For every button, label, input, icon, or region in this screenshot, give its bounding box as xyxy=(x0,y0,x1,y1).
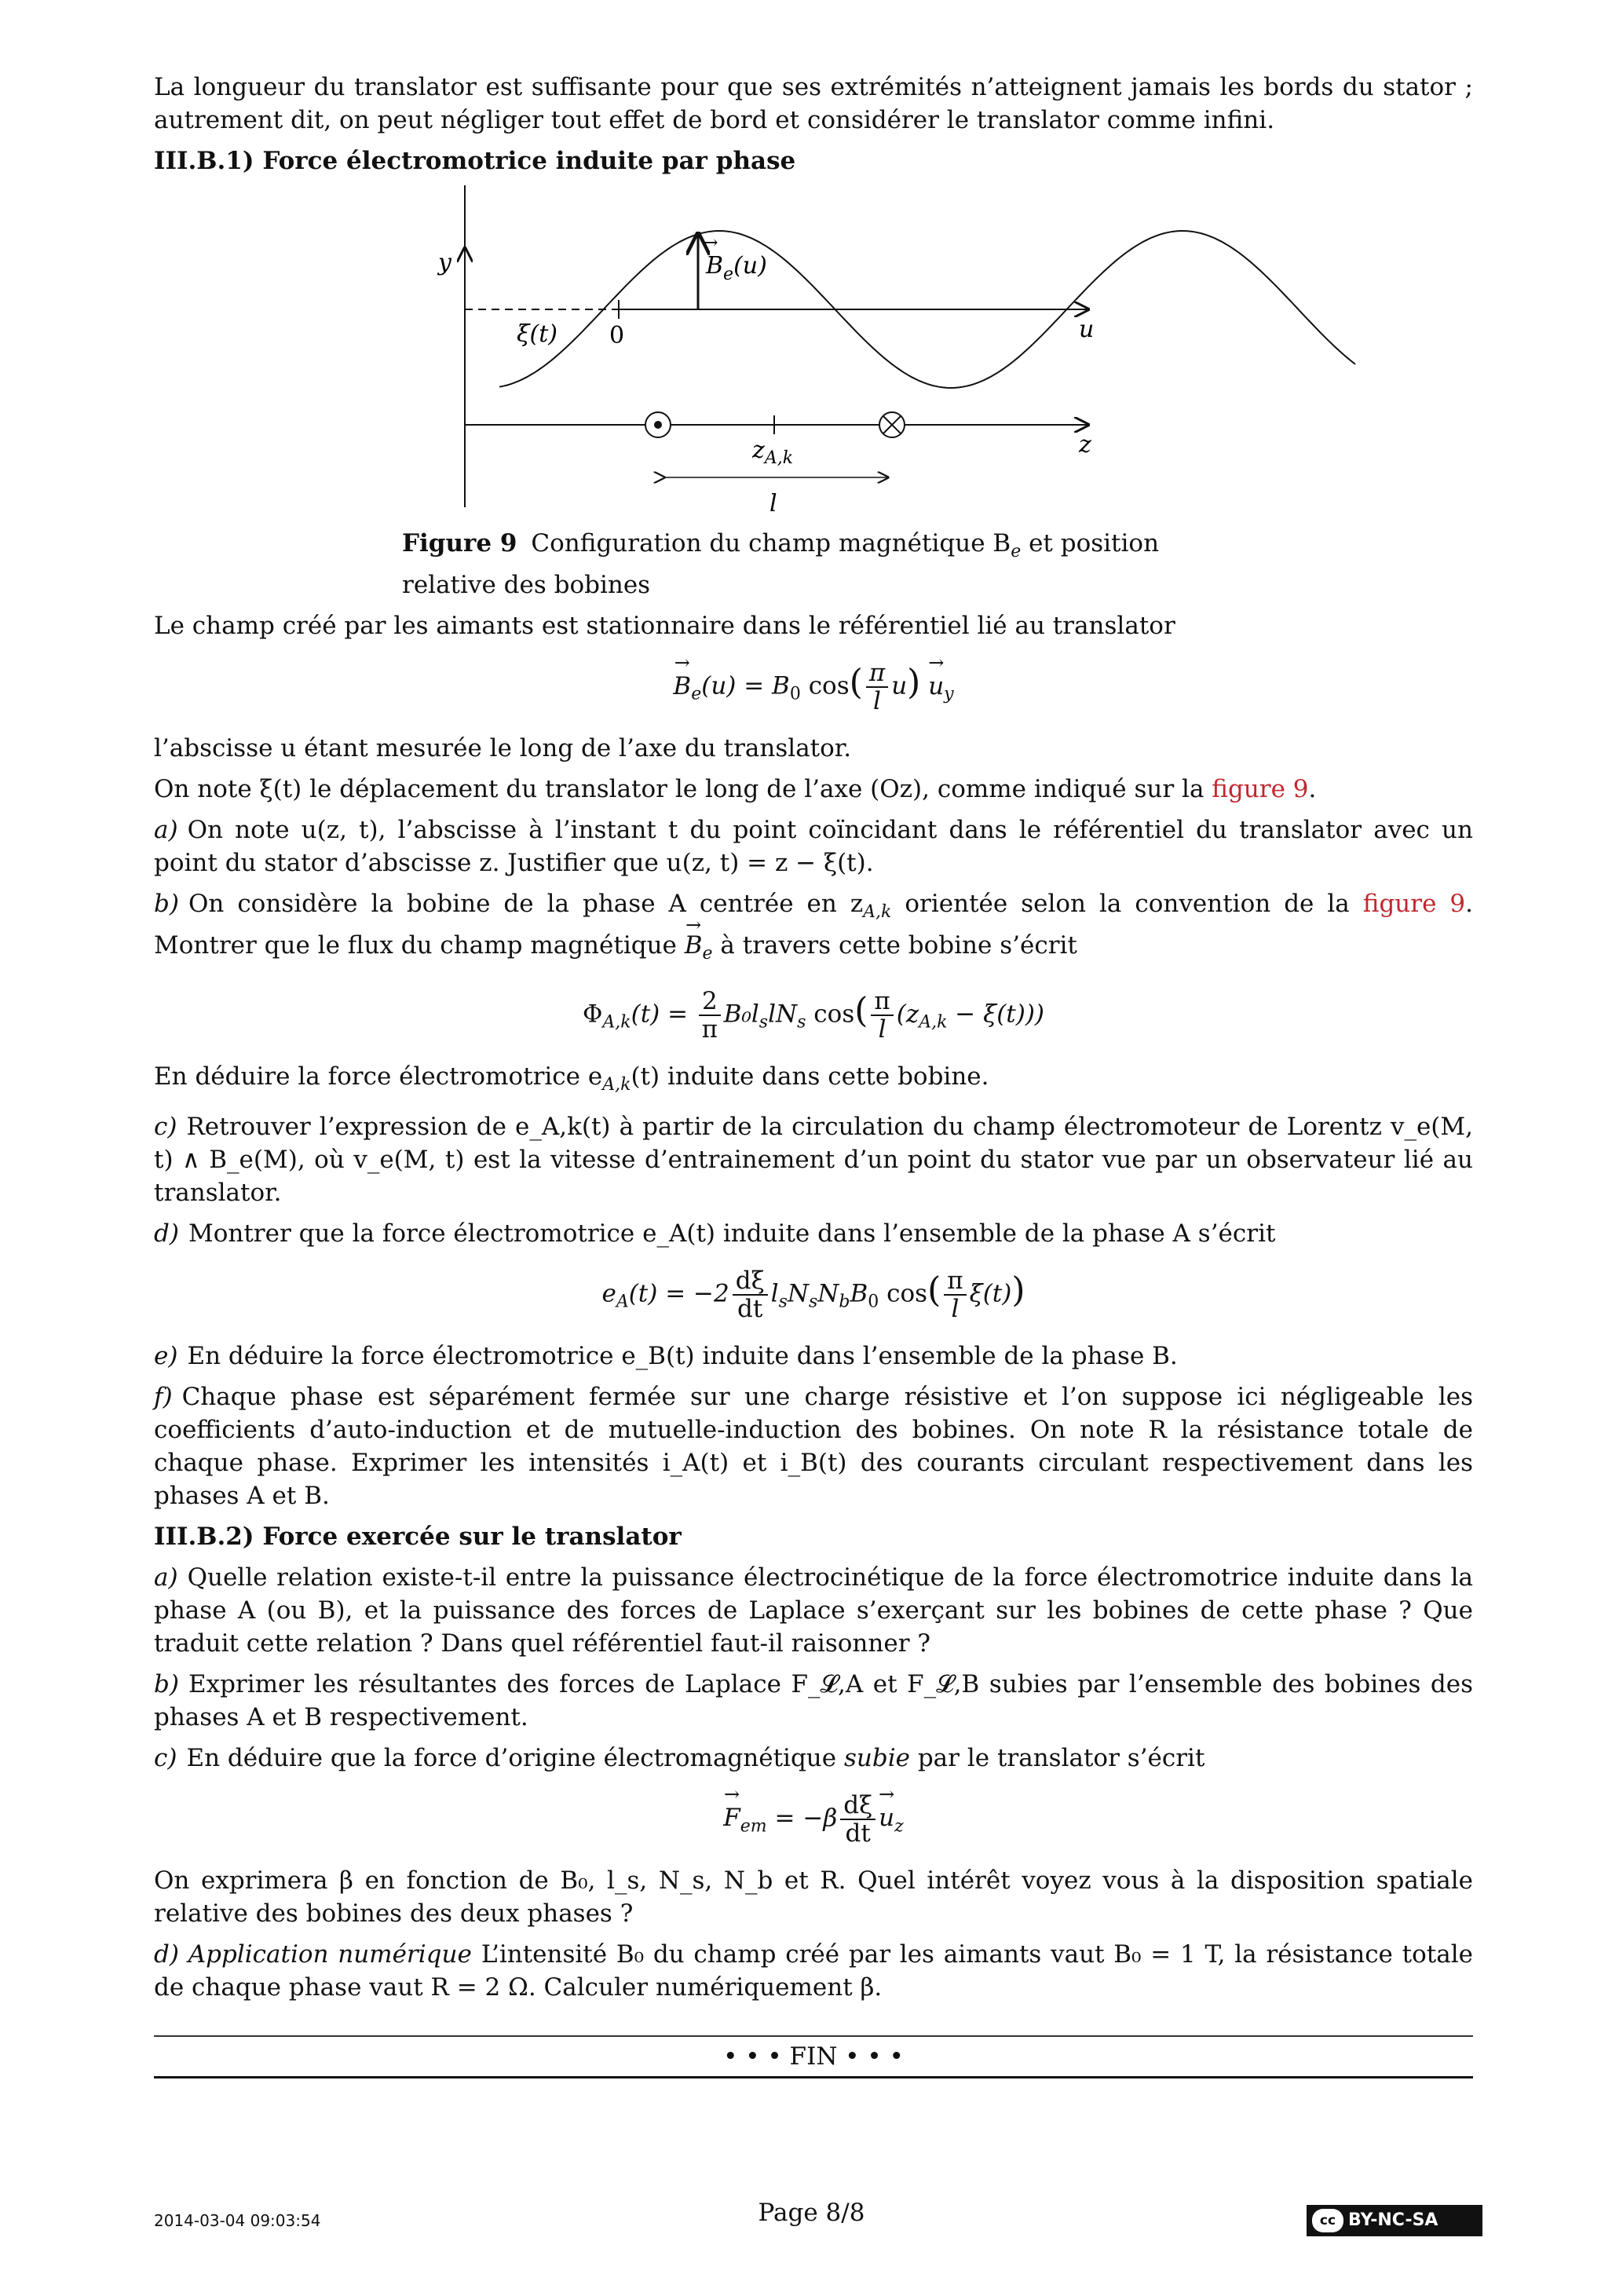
q2d-label-2: Application numérique xyxy=(188,1940,472,1969)
deduire-text: En déduire la force électromotrice e xyxy=(154,1062,603,1091)
champ-paragraph: Le champ créé par les aimants est stationnaire dans le référentiel lié au translator xyxy=(154,612,1175,640)
q2c-label: c) xyxy=(154,1743,177,1772)
section-title-1: III.B.1) Force électromotrice induite par phase xyxy=(154,147,796,175)
eq3-n2: N xyxy=(817,1279,839,1308)
deduire-paragraph xyxy=(154,1060,1473,1102)
qc-label: c) xyxy=(154,1112,177,1141)
eq4-eqs: = −β xyxy=(766,1804,838,1833)
eq1-den: l xyxy=(873,687,881,715)
abscisse-paragraph: l’abscisse u étant mesurée le long de l’axe du translator. xyxy=(154,734,852,762)
q2c-text-1: En déduire que la force d’origine électromagnétique xyxy=(186,1743,837,1772)
question-2a xyxy=(154,1561,1473,1660)
qd-text: Montrer que la force électromotrice e_A(t) induite dans l’ensemble de la phase A s’écrit xyxy=(188,1219,1276,1248)
svg-text:→: → xyxy=(704,233,718,253)
figure-caption xyxy=(402,527,1234,601)
zAk-label: z xyxy=(752,437,765,464)
cc-logo-icon: cc xyxy=(1312,2209,1343,2232)
q2b-label: b) xyxy=(154,1669,179,1698)
qe-text: En déduire la force électromotrice e_B(t) induite dans l’ensemble de la phase B. xyxy=(187,1341,1178,1370)
eq3-cos: cos xyxy=(879,1279,928,1308)
equation-flux: $\Phi_{A,k}(t)$ = $\frac{2}{\pi}$ $B_0l_slN_s$ cos( $\frac{\pi}{l}$ $(z_{A,k} - \xi(t))$) xyxy=(582,987,1045,1044)
footer-date: 2014-03-04 09:03:54 xyxy=(154,2211,321,2230)
eq1-b0-sub: 0 xyxy=(789,684,801,704)
svg-text:zA,k xyxy=(751,437,793,468)
q2c-italic: subie xyxy=(843,1743,910,1772)
eq3-arg: (t) = −2 xyxy=(628,1279,729,1308)
eq1-B: → B xyxy=(673,672,691,700)
eq1-uy: → u xyxy=(928,672,944,700)
beta-paragraph: On exprimera β en fonction de B₀, l_s, N_s, N_b et R. Quel intérêt voyez vous à la disposition spatiale relative des bobines des deux phases ? xyxy=(154,1866,1473,1928)
section-title-2: III.B.2) Force exercée sur le translator xyxy=(154,1522,682,1551)
q2d-label: d) xyxy=(154,1940,179,1969)
u-label: u xyxy=(1079,316,1095,343)
license-text: BY-NC-SA xyxy=(1348,2210,1438,2230)
question-d xyxy=(154,1217,1473,1250)
eq2-mid: B₀l xyxy=(723,1000,759,1029)
page-content xyxy=(154,71,1473,2078)
eq3-e: e xyxy=(601,1279,616,1308)
question-c xyxy=(154,1110,1473,1209)
eq4-num: dξ xyxy=(840,1792,875,1820)
qf-label: f) xyxy=(154,1382,173,1411)
eq1-num: π xyxy=(866,660,888,688)
equation-Fem xyxy=(154,1792,1473,1847)
l-label: l xyxy=(769,490,777,517)
question-2c xyxy=(154,1742,1473,1775)
eq2-inner2: − ξ(t))) xyxy=(947,1000,1045,1029)
zAk-label-sub: A,k xyxy=(764,448,794,468)
eq1-cos: cos xyxy=(800,671,850,700)
eq2-mid2: lN xyxy=(768,1000,798,1029)
eq2-num: 2 xyxy=(699,988,721,1016)
eq3-num: dξ xyxy=(733,1267,768,1296)
B-label: B xyxy=(706,252,724,280)
qa-text: On note u(z, t), l’abscisse à l’instant t du point coïncidant dans le référentiel du translator avec un point du stator d’abscisse z. Justifier que u(z, t) = z − ξ(t). xyxy=(154,816,1473,877)
B-label-arg: (u) xyxy=(733,252,767,280)
eq4-u: → u xyxy=(879,1804,894,1832)
qb-text-1: On considère la bobine de la phase A centrée en z xyxy=(188,890,864,918)
eq3-n1-sub: s xyxy=(809,1292,818,1312)
qb-label: b) xyxy=(154,890,179,918)
q2d-text: L’intensité B₀ du champ créé par les aimants vaut B₀ = 1 T, la résistance totale de chaque phase vaut R = 2 Ω. Calculer numériquement β. xyxy=(154,1940,1473,2002)
equation-B: → $B_e(u) = B_0$ cos( $\frac{\pi}{l}$ $u) \to u_y$ xyxy=(154,660,1473,715)
license-badge xyxy=(1307,2205,1482,2236)
question-2d xyxy=(154,1938,1473,2004)
fin-marker: • • • FIN • • • xyxy=(154,2035,1473,2078)
deduire-text-2: (t) induite dans cette bobine. xyxy=(631,1062,989,1091)
caption-label: Figure 9 xyxy=(402,529,517,558)
xi-label: ξ(t) xyxy=(517,320,557,348)
qe-label: e) xyxy=(154,1341,178,1370)
eq2-inner: (z xyxy=(896,1000,919,1029)
caption-sub: e xyxy=(1011,542,1022,562)
qa-label: a) xyxy=(154,816,178,844)
eq3-e-sub: A xyxy=(616,1292,629,1312)
eq4-F-sub: em xyxy=(740,1816,767,1837)
B-label-sub: e xyxy=(723,265,734,284)
eq3-n1: N xyxy=(787,1279,809,1308)
eq2-inner-sub: A,k xyxy=(919,1013,948,1033)
caption-text: Configuration du champ magnétique B xyxy=(531,529,1011,558)
eq2-cos: cos xyxy=(806,1000,855,1029)
question-e xyxy=(154,1340,1473,1373)
footer-page-number: Page 8/8 xyxy=(758,2199,865,2227)
eq2-den2: l xyxy=(878,1015,886,1044)
eq3-l: l xyxy=(770,1279,779,1308)
eq4-F: → F xyxy=(723,1804,740,1832)
svg-text:Be(u) xyxy=(705,252,767,284)
question-b: b) On considère la bobine de la phase A centrée en $z_{A,k}$ orientée selon la convention de la figure 9. Montrer que le flux du champ magnétique → $B_e$ à travers cette bobine s’écrit xyxy=(154,887,1473,971)
eq3-den: dt xyxy=(737,1294,763,1323)
figure-9 xyxy=(154,185,1473,609)
q2a-text: Quelle relation existe-t-il entre la puissance électrocinétique de la force électromotrice induite dans la phase A (ou B), et la puissance des forces de Laplace s’exerçant sur les bobines de cette phase ? Que traduit cette relation ? Dans quel référentiel faut-il raisonner ? xyxy=(154,1563,1473,1658)
eq3-den2: l xyxy=(951,1294,960,1323)
caption-text-2: et position relative des bobines xyxy=(402,529,1160,600)
eq2-phi-sub: A,k xyxy=(602,1013,631,1033)
qf-text: Chaque phase est séparément fermée sur une charge résistive et l’on suppose ici négligeable les coefficients d’auto-induction et de mutuelle-induction des bobines. On note R la résistance totale de chaque phase. Exprimer les intensités i_A(t) et i_B(t) des courants circulant respectivement dans les phases A et B. xyxy=(154,1382,1473,1510)
intro-paragraph: La longueur du translator est suffisante pour que ses extrémités n’atteignent jamais les bords du stator ; autrement dit, on peut négliger tout effet de bord et considérer le translator comme infini. xyxy=(154,73,1473,134)
eq3-l-sub: s xyxy=(778,1292,788,1312)
note-text: On note ξ(t) le déplacement du translator le long de l’axe (Oz), comme indiqué sur la xyxy=(154,775,1204,803)
equation-eA: $e_A(t) = -2$ $\frac{d\xi}{dt}$ $l_sN_sN_bB_0$ cos( $\frac{\pi}{l}$ ξ(t)) xyxy=(601,1266,1025,1323)
eq1-B-sub: e xyxy=(691,684,702,704)
zero-label: 0 xyxy=(609,322,625,349)
eq1-after: u xyxy=(891,671,908,700)
eq2-arg: (t) = xyxy=(631,1000,689,1029)
eq2-ls-sub: s xyxy=(758,1013,769,1033)
note-paragraph: On note ξ(t) le déplacement du translator le long de l’axe (Oz), comme indiqué sur la figure 9. xyxy=(154,775,1317,803)
eq2-num2: π xyxy=(871,988,893,1016)
eq1-uy-sub: y xyxy=(944,684,954,704)
eq1-arg: (u) = B xyxy=(701,671,790,700)
figure-9-diagram xyxy=(154,185,1473,523)
eq4-u-sub: z xyxy=(894,1816,904,1837)
qb-text-2: orientée selon la convention de la xyxy=(891,890,1350,918)
figure-ref-link-2[interactable]: figure 9 xyxy=(1362,890,1466,918)
z-label: z xyxy=(1079,431,1091,459)
eq2-phi: Φ xyxy=(582,1000,603,1029)
qb-text-3: . Montrer que le flux du champ magnétique xyxy=(154,890,1474,960)
eq3-b: B xyxy=(850,1279,868,1308)
q2b-text: Exprimer les résultantes des forces de Laplace F_𝓛,A et F_𝓛,B subies par l’ensemble des bobines des phases A et B respectivement. xyxy=(154,1669,1473,1731)
eq3-num2: π xyxy=(944,1267,966,1296)
eq3-after: ξ(t) xyxy=(969,1279,1012,1308)
question-f xyxy=(154,1380,1473,1512)
qb-sub: A,k xyxy=(863,902,892,923)
qd-label: d) xyxy=(154,1219,179,1248)
qc-text: Retrouver l’expression de e_A,k(t) à partir de la circulation du champ électromoteur de Lorentz v_e(M, t) ∧ B_e(M), où v_e(M, t) est la vitesse d’entrainement d’un point du stator vue par un observateur lié au translator. xyxy=(154,1112,1473,1207)
y-label: y xyxy=(438,249,451,276)
eq3-n2-sub: b xyxy=(839,1292,850,1312)
q2a-label: a) xyxy=(154,1563,178,1592)
eq2-ns-sub: s xyxy=(797,1013,806,1033)
figure-ref-link[interactable]: figure 9 xyxy=(1212,775,1309,803)
q2c-text-2: par le translator s’écrit xyxy=(917,1743,1205,1772)
question-2b xyxy=(154,1668,1473,1734)
eq2-den: π xyxy=(701,1015,718,1044)
qb-text-4: à travers cette bobine s’écrit xyxy=(712,931,1077,960)
deduire-sub: A,k xyxy=(602,1075,631,1095)
eq4-den: dt xyxy=(845,1819,871,1848)
question-a xyxy=(154,813,1473,879)
eq3-b-sub: 0 xyxy=(868,1292,879,1312)
